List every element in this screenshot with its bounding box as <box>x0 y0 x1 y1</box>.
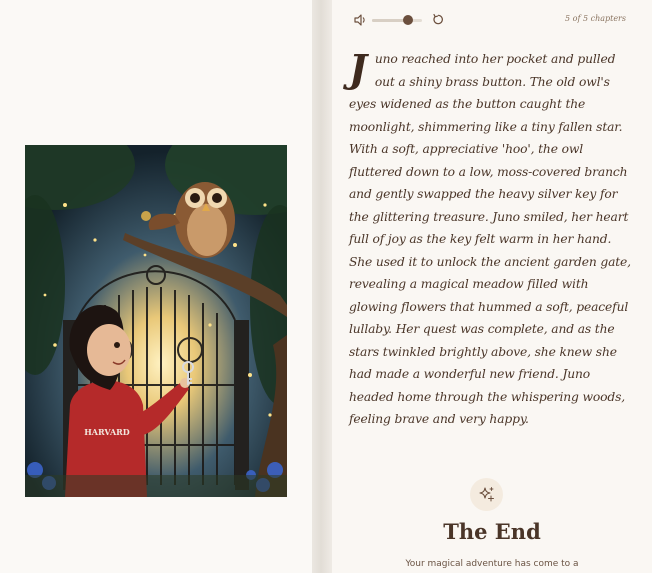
volume-slider[interactable] <box>372 15 422 25</box>
replay-icon[interactable] <box>432 13 445 26</box>
sweatshirt-text: HARVARD <box>84 427 130 437</box>
volume-thumb[interactable] <box>403 15 413 25</box>
book-gutter <box>312 0 332 573</box>
drop-cap: J <box>349 46 367 91</box>
story-illustration <box>25 145 287 497</box>
audio-controls <box>353 12 633 28</box>
the-end-title: The End <box>443 519 541 544</box>
story-paragraph: uno reached into her pocket and pulled out a shiny brass button. The old owl's eyes widened as the button caught the moonlight, shimmering like a tiny fallen star. With a soft, appreciative 'hoo', the owl fluttered down to a low, moss-covered branch and gently swapped the heavy silver key for the glittering treasure. Juno smiled, her heart full of joy as the key felt warm in her hand. She used it to unlock the ancient garden gate, revealing a magical meadow filled with glowing flowers that hummed a soft, peaceful lullaby. Her quest was complete, and as the stars twinkled brightly above, she knew she had made a wonderful new friend. Juno headed home through the whispering woods, feeling brave and very happy. <box>349 52 631 426</box>
chapter-counter: 5 of 5 chapters <box>565 14 626 23</box>
story-text <box>349 48 631 431</box>
ending-message: Your magical adventure has come to a <box>405 559 579 569</box>
sparkles-icon <box>470 478 503 511</box>
speaker-icon[interactable] <box>353 13 367 27</box>
